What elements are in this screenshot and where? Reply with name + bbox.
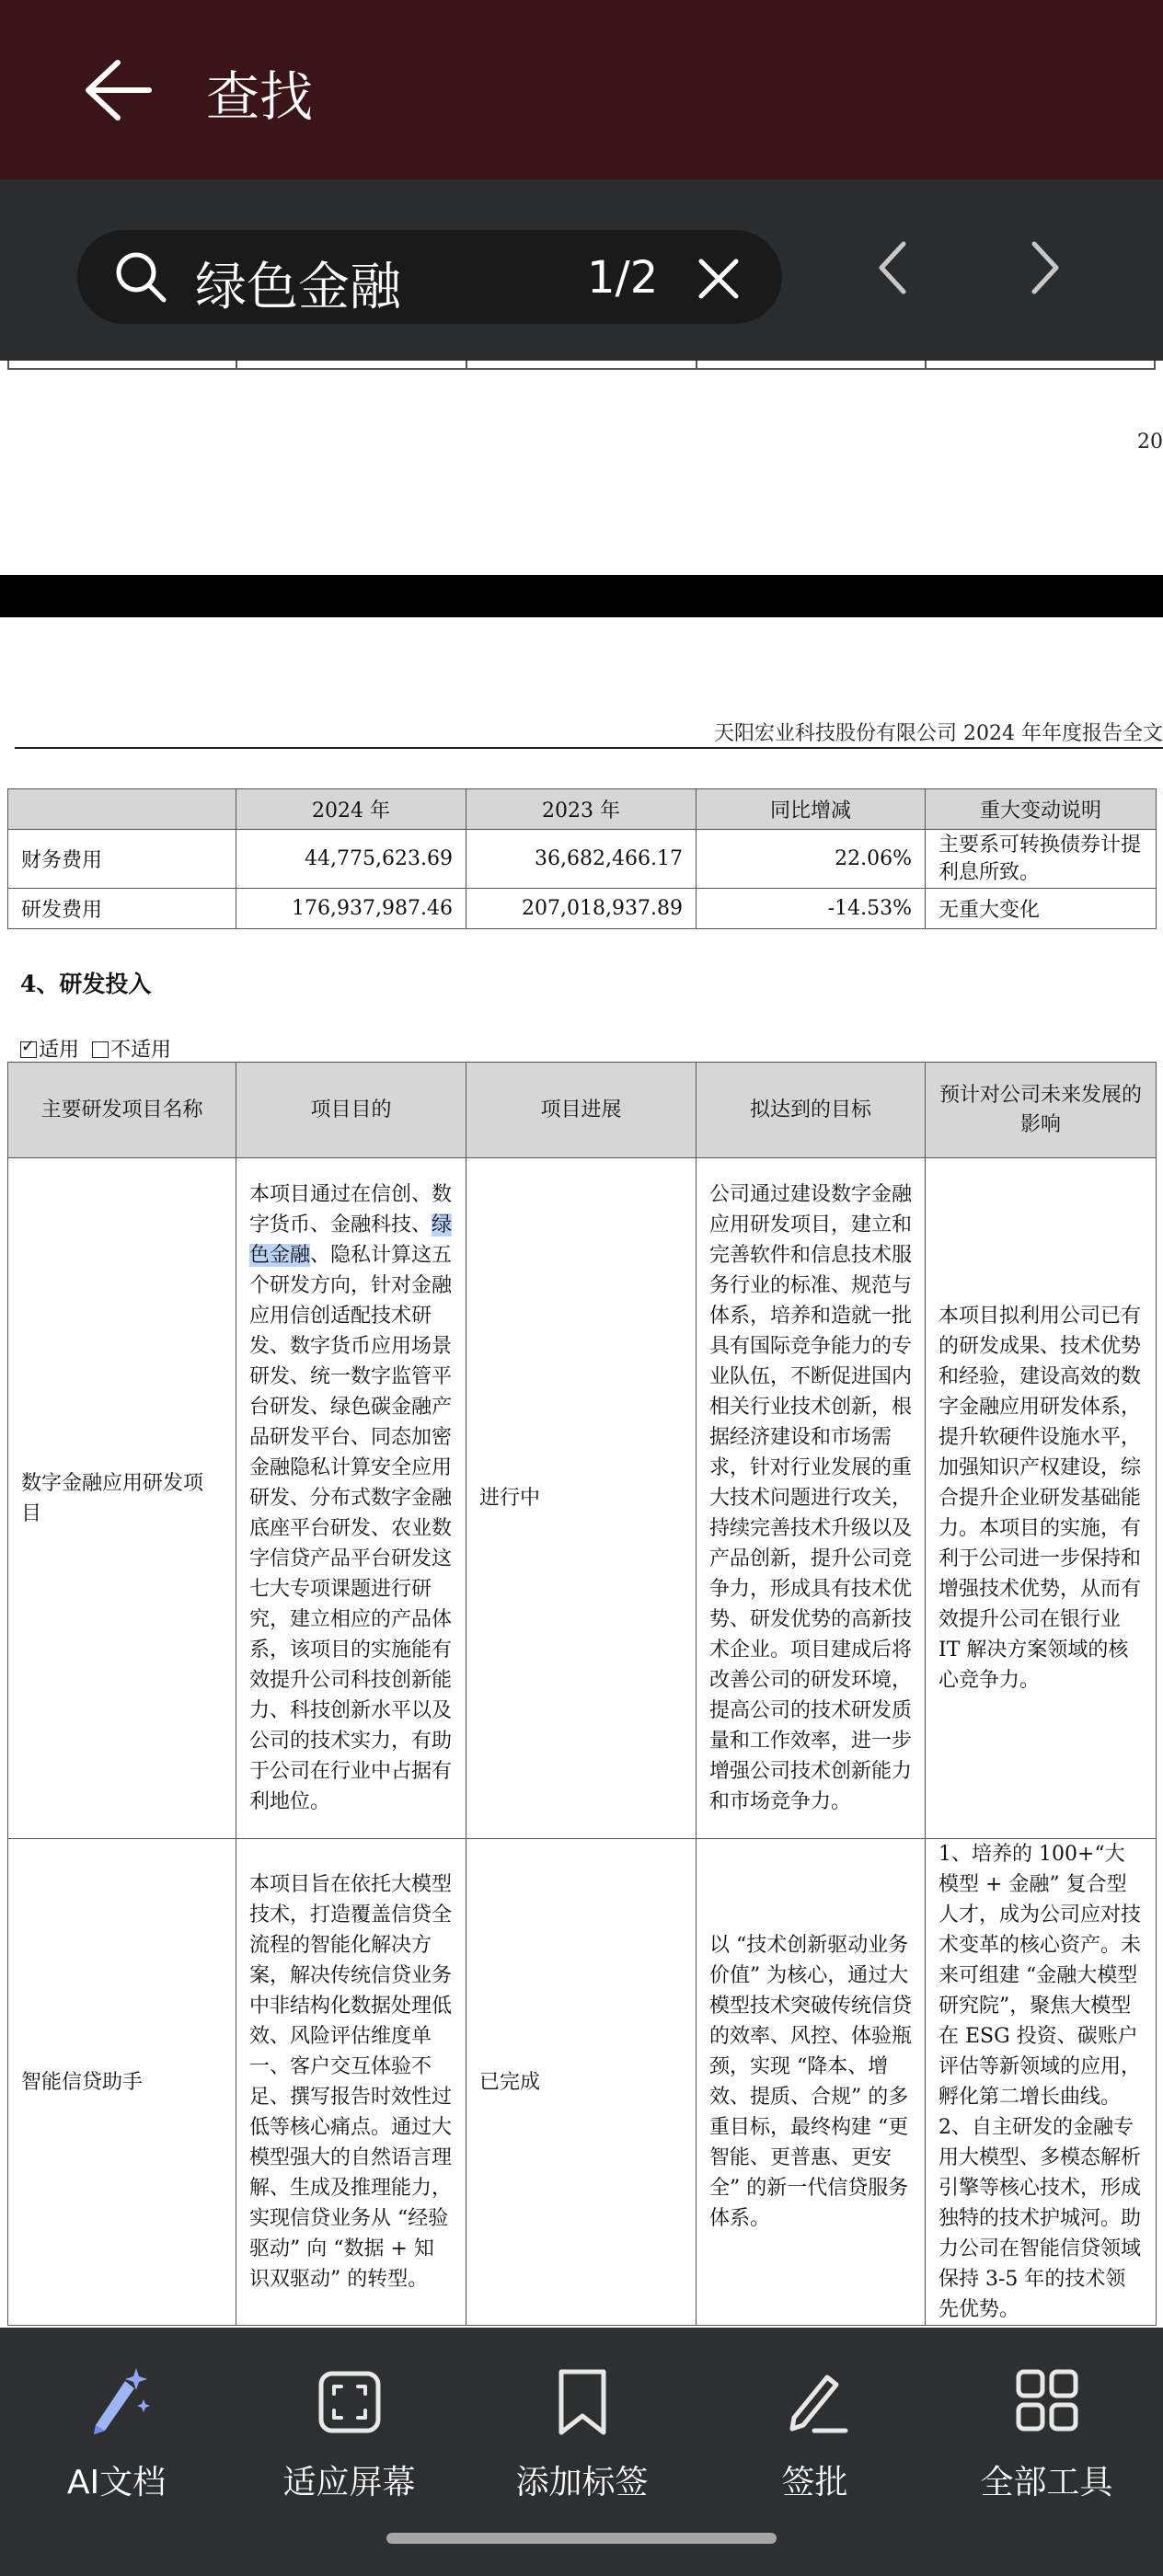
project-progress: 已完成 bbox=[466, 1839, 697, 2326]
add-bookmark-button[interactable] bbox=[466, 2328, 698, 2512]
previous-match-chevron-icon[interactable] bbox=[869, 235, 920, 301]
note-cell: 主要系可转换债券计提利息所致。 bbox=[926, 830, 1157, 889]
search-icon bbox=[114, 250, 167, 304]
page-title: 查找 bbox=[206, 65, 314, 128]
project-name: 数字金融应用研发项目 bbox=[8, 1158, 236, 1839]
toolbar-label: 添加标签 bbox=[515, 2464, 649, 2501]
sign-pen-icon bbox=[781, 2364, 849, 2438]
applicable-options bbox=[20, 1034, 171, 1063]
match-counter: 1/2 bbox=[587, 252, 659, 304]
toolbar-label: 签批 bbox=[781, 2464, 848, 2501]
project-purpose: 本项目旨在依托大模型技术，打造覆盖信贷全流程的智能化解决方案，解决传统信贷业务中非结构化数据处理低效、风险评估维度单一、客户交互体验不足、撰写报告时效性过低等核心痛点。通过大模型强大的自然语言理解、生成及推理能力，实现信贷业务从 “经验驱动” 向 “数据 + 知识双驱动” 的转型。 bbox=[236, 1839, 466, 2326]
value-cell: 176,937,987.46 bbox=[236, 889, 466, 929]
page-header: 天阳宏业科技股份有限公司 2024 年年度报告全文 bbox=[714, 722, 1163, 745]
project-goal: 以 “技术创新驱动业务价值” 为核心，通过大模型技术突破传统信贷的效率、风控、体验瓶颈，实现 “降本、增效、提质、合规” 的多重目标，最终构建 “更智能、更普惠、更安全” 的新一代信贷服务体系。 bbox=[697, 1839, 926, 2326]
note-cell: 无重大变化 bbox=[926, 889, 1157, 929]
ai-document-button[interactable] bbox=[0, 2328, 233, 2512]
table-row bbox=[8, 830, 1157, 889]
prev-table-line bbox=[7, 368, 1156, 370]
prev-table-line bbox=[466, 361, 467, 370]
project-impact: 1、培养的 100+“大模型 + 金融” 复合型人才，成为公司应对技术变革的核心资产。未来可组建 “金融大模型研究院”，聚焦大模型在 ESG 投资、碳账户评估等新领域的应用，孵化第二增长曲线。2、自主研发的金融专用大模型、多模态解析引擎等核心技术，形成独特的技术护城河。助力公司在智能信贷领域保持 3-5 年的技术领先优势。 bbox=[926, 1839, 1157, 2326]
project-impact: 本项目拟利用公司已有的研发成果、技术优势和经验，建设高效的数字金融应用研发体系，提升软硬件设施水平，加强知识产权建设，综合提升企业研发基础能力。本项目的实施，有利于公司进一步保持和增强技术优势，从而有效提升公司在银行业 IT 解决方案领域的核心竞争力。 bbox=[926, 1158, 1157, 1839]
value-cell: 44,775,623.69 bbox=[236, 830, 466, 889]
header-cell: 项目进展 bbox=[466, 1063, 697, 1158]
title-bar bbox=[0, 0, 1163, 179]
page-separator bbox=[0, 575, 1163, 617]
page-number: 20 bbox=[1137, 431, 1163, 454]
section-title: 4、研发投入 bbox=[20, 971, 152, 997]
header-cell: 预计对公司未来发展的影响 bbox=[926, 1063, 1157, 1158]
grid-icon bbox=[1013, 2364, 1081, 2438]
next-match-chevron-icon[interactable] bbox=[1018, 235, 1069, 301]
table-row bbox=[8, 1158, 1157, 1839]
project-name: 智能信贷助手 bbox=[8, 1839, 236, 2326]
not-applicable-label: 不适用 bbox=[110, 1039, 172, 1062]
applicable-label: 适用 bbox=[39, 1039, 80, 1062]
header-cell: 同比增减 bbox=[697, 789, 926, 830]
project-purpose bbox=[236, 1158, 466, 1839]
header-rule bbox=[15, 747, 1163, 749]
table-header-row bbox=[8, 789, 1157, 830]
all-tools-button[interactable] bbox=[930, 2328, 1163, 2512]
toolbar-label: 适应屏幕 bbox=[282, 2464, 416, 2501]
value-cell: -14.53% bbox=[697, 889, 926, 929]
search-bar bbox=[0, 179, 1163, 361]
search-highlight: 绿色金融 bbox=[249, 1213, 453, 1267]
table-row bbox=[8, 889, 1157, 929]
header-cell: 2023 年 bbox=[466, 789, 697, 830]
prev-table-line bbox=[1154, 361, 1156, 370]
value-cell: 36,682,466.17 bbox=[466, 830, 697, 889]
table-header-row bbox=[8, 1063, 1157, 1158]
header-cell: 2024 年 bbox=[236, 789, 466, 830]
header-cell: 主要研发项目名称 bbox=[8, 1063, 236, 1158]
ai-pen-sparkle-icon bbox=[83, 2364, 151, 2438]
table-row bbox=[8, 1839, 1157, 2326]
header-cell: 拟达到的目标 bbox=[697, 1063, 926, 1158]
project-progress: 进行中 bbox=[466, 1158, 697, 1839]
clear-icon[interactable] bbox=[696, 256, 742, 302]
unchecked-box-icon bbox=[92, 1041, 109, 1058]
prev-table-line bbox=[7, 361, 9, 370]
purpose-text: 、隐私计算这五个研发方向，针对金融应用信创适配技术研发、数字货币应用场景研发、统一数字监管平台研发、绿色碳金融产品研发平台、同态加密金融隐私计算安全应用研发、分布式数字金融底座平台研发、农业数字信贷产品平台研发这七大专项课题进行研究，建立相应的产品体系，该项目的实施能有效提升公司科技创新能力、科技创新水平以及公司的技术实力，有助于公司在行业中占据有利地位。 bbox=[249, 1244, 453, 1813]
home-gesture-handle[interactable] bbox=[386, 2533, 777, 2544]
toolbar-label: 全部工具 bbox=[980, 2464, 1113, 2501]
toolbar-label: AI文档 bbox=[66, 2464, 167, 2501]
purpose-text: 本项目通过在信创、数字货币、金融科技、 bbox=[249, 1183, 453, 1236]
fit-screen-icon bbox=[316, 2364, 384, 2438]
row-label: 财务费用 bbox=[8, 830, 236, 889]
prev-table-line bbox=[925, 361, 927, 370]
value-cell: 22.06% bbox=[697, 830, 926, 889]
row-label: 研发费用 bbox=[8, 889, 236, 929]
finance-table bbox=[7, 788, 1157, 929]
fit-screen-button[interactable] bbox=[233, 2328, 466, 2512]
search-input[interactable]: 绿色金融 bbox=[195, 258, 401, 317]
sign-button[interactable] bbox=[698, 2328, 931, 2512]
rd-table bbox=[7, 1062, 1157, 2326]
bookmark-icon bbox=[548, 2364, 616, 2438]
back-arrow-icon[interactable] bbox=[81, 57, 155, 123]
header-cell bbox=[8, 789, 236, 830]
header-cell: 项目目的 bbox=[236, 1063, 466, 1158]
header-cell: 重大变动说明 bbox=[926, 789, 1157, 830]
project-goal: 公司通过建设数字金融应用研发项目，建立和完善软件和信息技术服务行业的标准、规范与体系，培养和造就一批具有国际竞争能力的专业队伍，不断促进国内相关行业技术创新，根据经济建设和市场需求，针对行业发展的重大技术问题进行攻关，持续完善技术升级以及产品创新，提升公司竞争力，形成具有技术优势、研发优势的高新技术企业。项目建成后将改善公司的研发环境，提高公司的技术研发质量和工作效率，进一步增强公司技术创新能力和市场竞争力。 bbox=[697, 1158, 926, 1839]
prev-table-line bbox=[236, 361, 237, 370]
search-field[interactable] bbox=[77, 230, 782, 324]
prev-table-line bbox=[696, 361, 697, 370]
checked-box-icon bbox=[20, 1041, 37, 1058]
value-cell: 207,018,937.89 bbox=[466, 889, 697, 929]
